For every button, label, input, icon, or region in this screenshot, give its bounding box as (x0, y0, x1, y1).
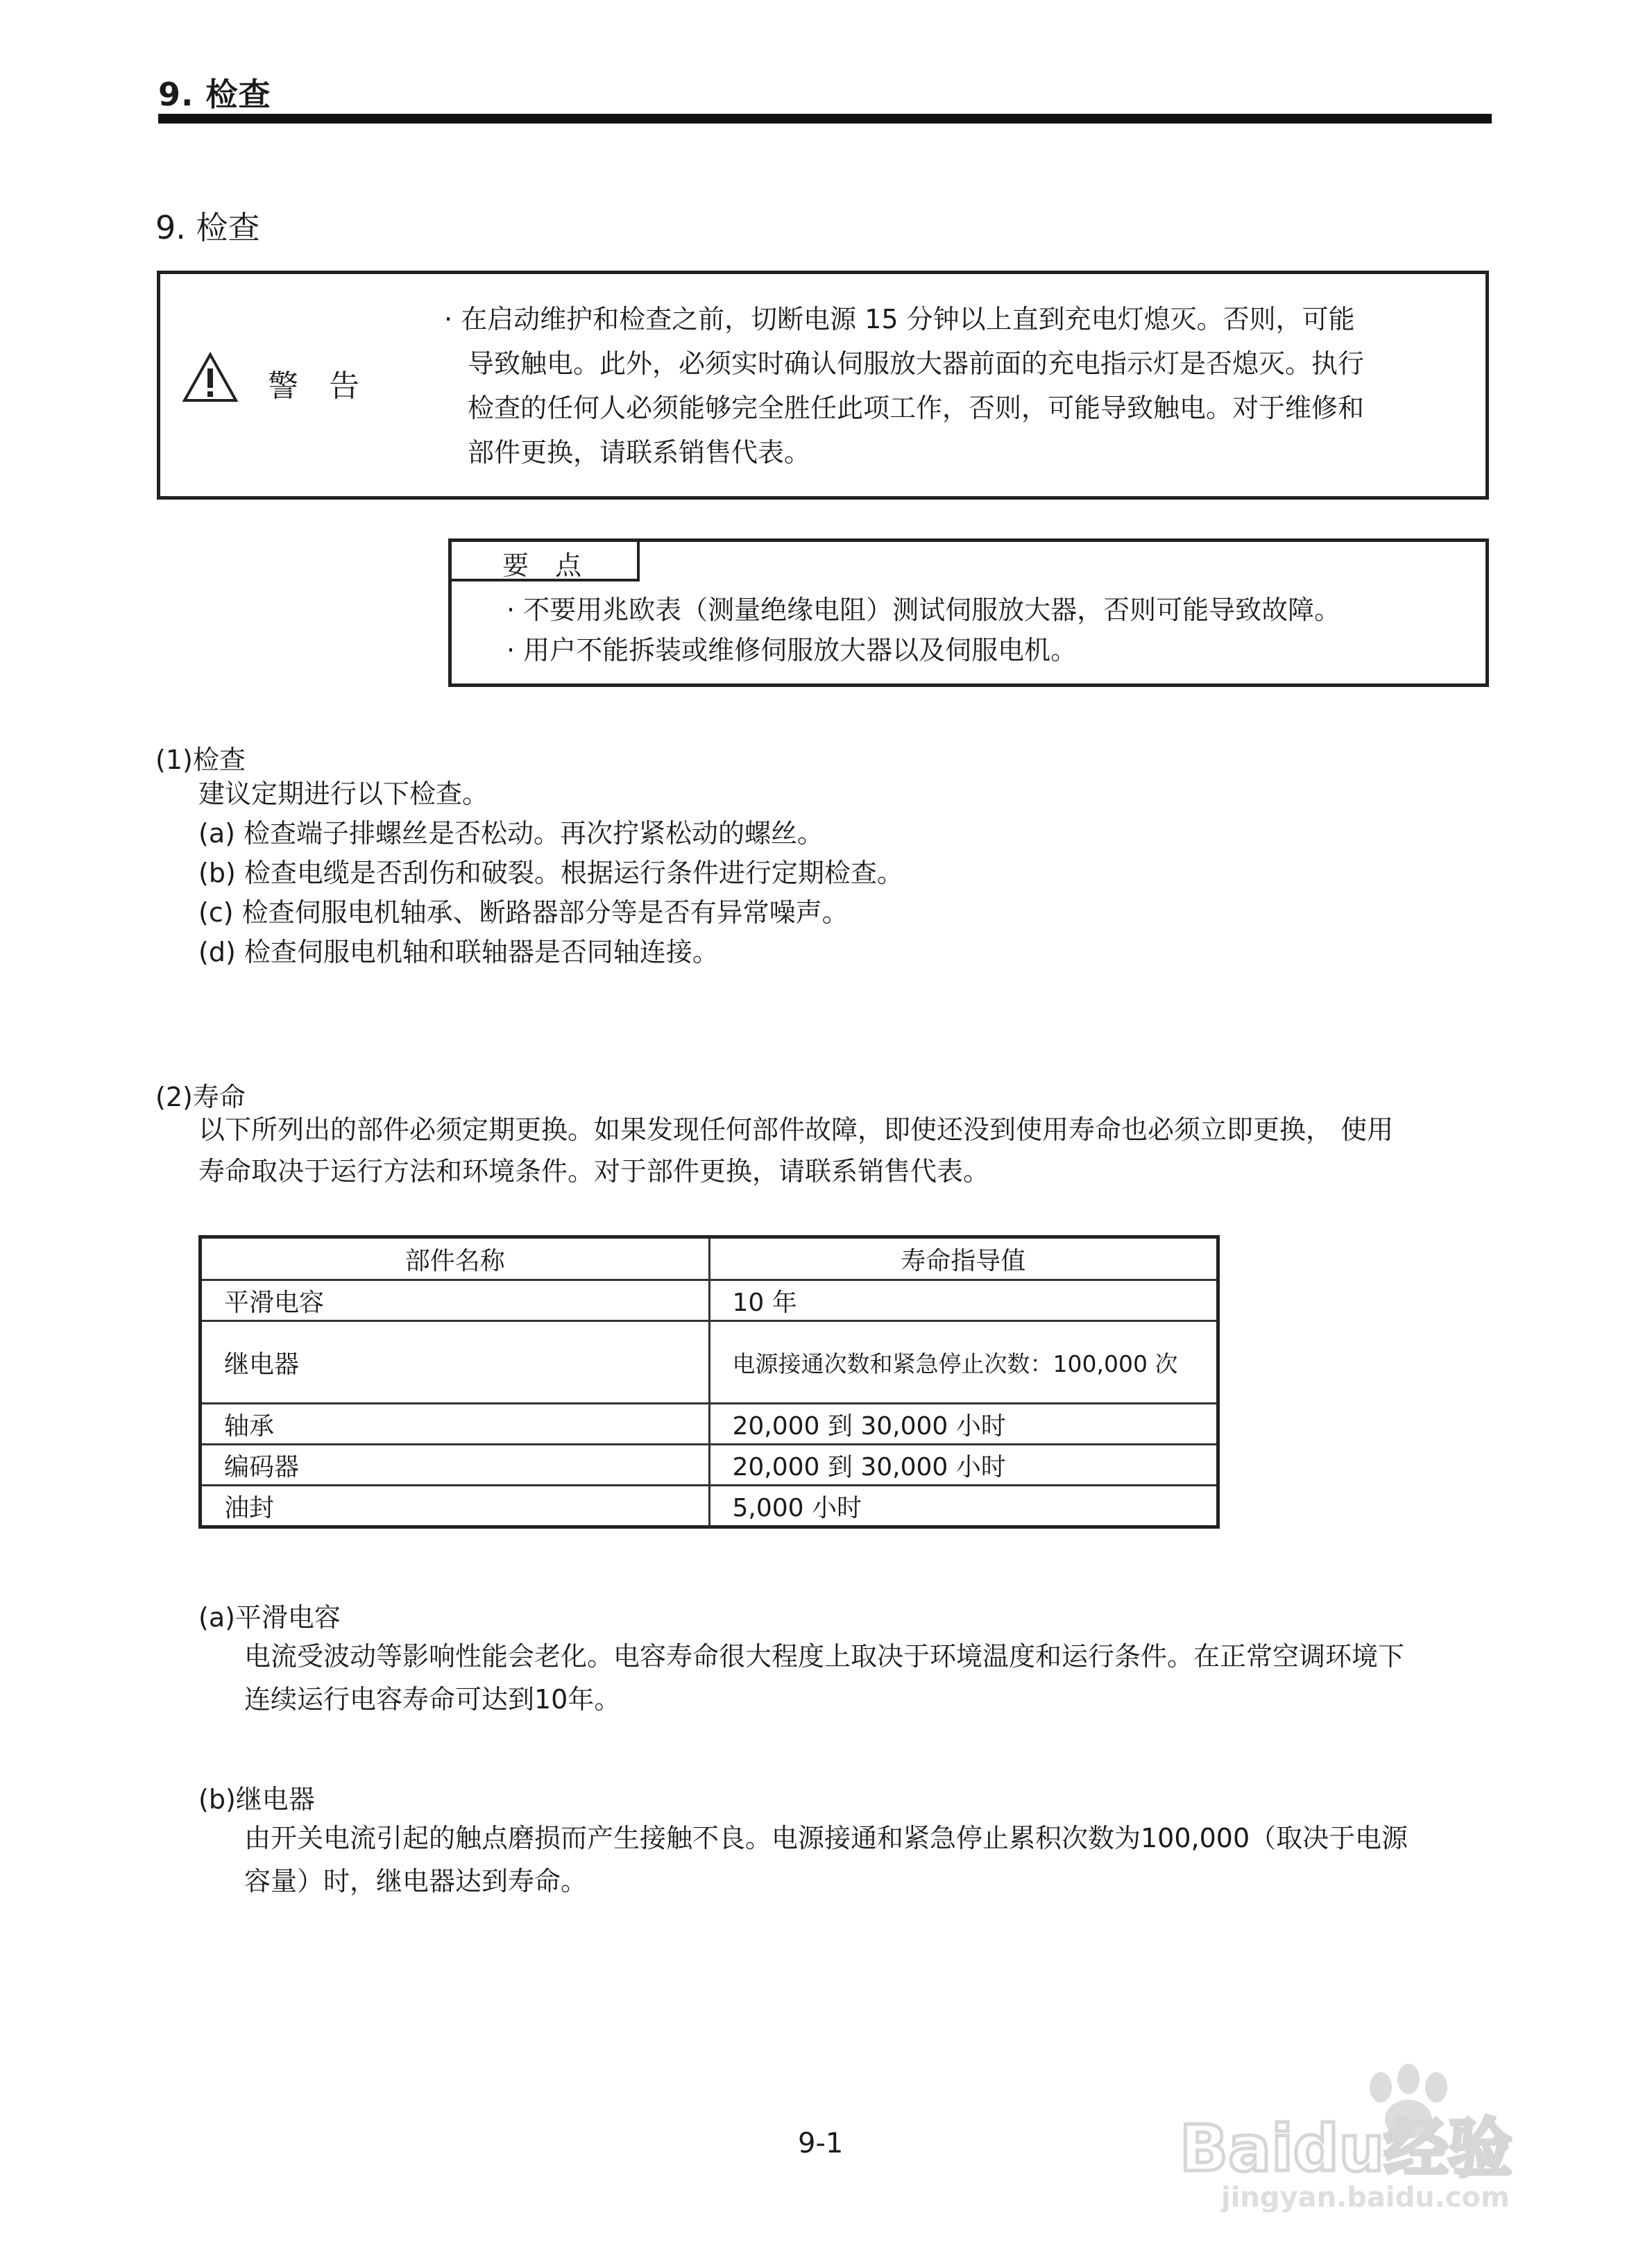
inspection-item: (b) 检查电缆是否刮伤和破裂。根据运行条件进行定期检查。 (198, 858, 903, 888)
points-list (506, 590, 1340, 670)
table-cell-life: 10 年 (709, 1280, 1218, 1321)
warning-line: 检查的任何人必须能够完全胜任此项工作，否则，可能导致触电。对于维修和 (468, 393, 1365, 423)
table-cell-life: 5,000 小时 (709, 1486, 1218, 1527)
capacitor-heading: (a)平滑电容 (198, 1602, 341, 1633)
life-line: 以下所列出的部件必须定期更换。如果发现任何部件故障，即使还没到使用寿命也必须立即更换， 使用 (198, 1114, 1394, 1145)
table-cell-part: 编码器 (201, 1445, 710, 1486)
page-number: 9-1 (798, 2128, 844, 2159)
table-row (201, 1445, 1218, 1486)
points-item: · 不要用兆欧表（测量绝缘电阻）测试伺服放大器，否则可能导致故障。 (506, 595, 1341, 625)
life-line: 寿命取决于运行方法和环境条件。对于部件更换，请联系销售代表。 (198, 1156, 990, 1187)
inspection-item: (a) 检查端子排螺丝是否松动。再次拧紧松动的螺丝。 (198, 818, 824, 849)
capacitor-line: 电流受波动等影响性能会老化。电容寿命很大程度上取决于环境温度和运行条件。在正常空调环境下 (244, 1641, 1405, 1672)
table-header-life: 寿命指导值 (709, 1237, 1218, 1280)
section-title: 9. 检查 (155, 209, 260, 246)
warning-line: 导致触电。此外，必须实时确认伺服放大器前面的充电指示灯是否熄灭。执行 (468, 348, 1365, 379)
page-header-title: 9. 检查 (158, 76, 271, 113)
life-heading: (2)寿命 (155, 1082, 246, 1112)
capacitor-body (244, 1635, 1404, 1721)
watermark-url: jingyan.baidu.com (1221, 2182, 1510, 2212)
header-rule (158, 114, 1492, 124)
table-cell-life: 20,000 到 30,000 小时 (709, 1404, 1218, 1445)
table-row (201, 1321, 1218, 1404)
table-header-row (201, 1237, 1218, 1280)
table-cell-part: 油封 (201, 1486, 710, 1527)
points-label: 要点 (502, 550, 608, 581)
life-body (198, 1109, 1489, 1192)
baidu-watermark-logo (1173, 2060, 1561, 2212)
inspection-heading: (1)检查 (155, 745, 246, 775)
table-header-part: 部件名称 (201, 1237, 710, 1280)
table-cell-life: 电源接通次数和紧急停止次数：100,000 次 (709, 1321, 1218, 1404)
warning-triangle-icon (182, 350, 239, 405)
warning-line: · 在启动维护和检查之前，切断电源 15 分钟以上直到充电灯熄灭。否则，可能 (444, 304, 1355, 334)
watermark-brand: Baidu经验 (1180, 2112, 1513, 2186)
points-item: · 用户不能拆装或维修伺服放大器以及伺服电机。 (506, 635, 1078, 665)
table-row (201, 1404, 1218, 1445)
inspection-body (198, 774, 903, 972)
warning-line: 部件更换，请联系销售代表。 (468, 437, 811, 468)
table-cell-part: 继电器 (201, 1321, 710, 1404)
capacitor-line: 连续运行电容寿命可达到10年。 (244, 1684, 621, 1715)
table-row (201, 1280, 1218, 1321)
warning-text (444, 297, 1429, 475)
table-row (201, 1486, 1218, 1527)
warning-label: 警告 (268, 368, 390, 404)
relay-heading: (b)继电器 (198, 1784, 315, 1815)
inspection-intro: 建议定期进行以下检查。 (198, 779, 489, 809)
table-cell-part: 平滑电容 (201, 1280, 710, 1321)
relay-line: 由开关电流引起的触点磨损而产生接触不良。电源接通和紧急停止累积次数为100,000（取决于电源 (244, 1823, 1408, 1853)
inspection-item: (c) 检查伺服电机轴承、断路器部分等是否有异常噪声。 (198, 897, 849, 928)
relay-body (244, 1817, 1408, 1903)
relay-line: 容量）时，继电器达到寿命。 (244, 1866, 588, 1896)
table-cell-life: 20,000 到 30,000 小时 (709, 1445, 1218, 1486)
table-cell-part: 轴承 (201, 1404, 710, 1445)
life-table (198, 1235, 1220, 1529)
inspection-item: (d) 检查伺服电机轴和联轴器是否同轴连接。 (198, 937, 719, 967)
